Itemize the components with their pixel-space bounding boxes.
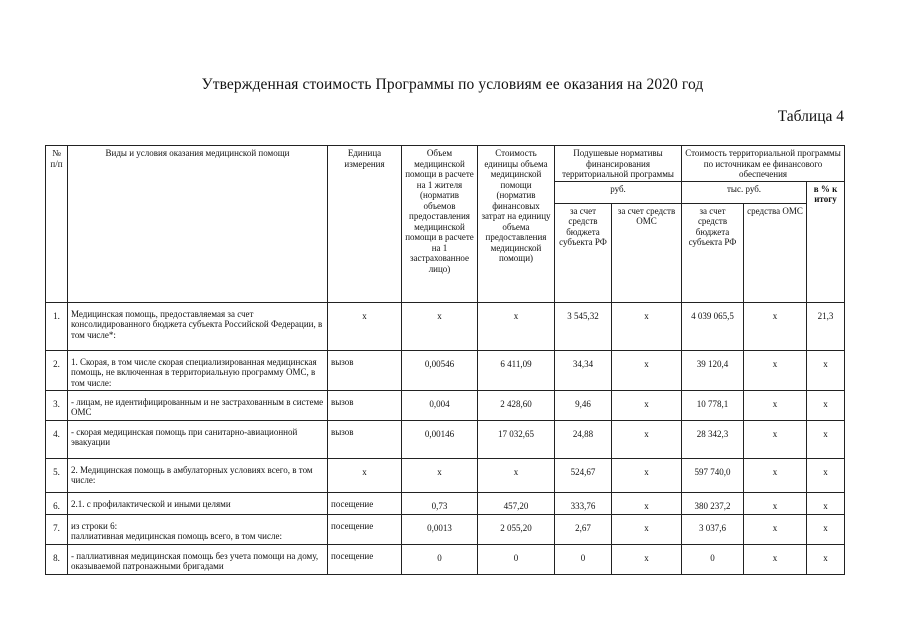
row-percent: x bbox=[807, 544, 845, 574]
row-cost: 2 428,60 bbox=[478, 390, 555, 420]
row-per-capita-budget: 0 bbox=[555, 544, 612, 574]
row-program-budget: 39 120,4 bbox=[682, 350, 744, 390]
row-per-capita-budget: 9,46 bbox=[555, 390, 612, 420]
table-row bbox=[46, 514, 845, 544]
row-kind: Медицинская помощь, предоставляемая за счет консолидированного бюджета субъекта Российской Федерации, в том числе*: bbox=[68, 302, 328, 350]
row-volume: 0,73 bbox=[402, 492, 478, 514]
row-volume: x bbox=[402, 458, 478, 492]
row-volume: 0 bbox=[402, 544, 478, 574]
row-cost: 6 411,09 bbox=[478, 350, 555, 390]
row-percent: x bbox=[807, 350, 845, 390]
row-kind: 2.1. с профилактической и иными целями bbox=[68, 492, 328, 514]
row-number: 7. bbox=[46, 514, 68, 544]
table-row bbox=[46, 420, 845, 458]
row-program-oms: x bbox=[744, 302, 807, 350]
row-percent: x bbox=[807, 420, 845, 458]
row-unit: вызов bbox=[328, 420, 402, 458]
row-number: 1. bbox=[46, 302, 68, 350]
table-row bbox=[46, 350, 845, 390]
row-unit: вызов bbox=[328, 350, 402, 390]
header-pr-budget: за счет средств бюджета субъекта РФ bbox=[682, 203, 744, 302]
row-number: 8. bbox=[46, 544, 68, 574]
row-number: 4. bbox=[46, 420, 68, 458]
row-program-budget: 380 237,2 bbox=[682, 492, 744, 514]
table-row bbox=[46, 302, 845, 350]
row-program-oms: x bbox=[744, 544, 807, 574]
row-cost: 457,20 bbox=[478, 492, 555, 514]
row-program-oms: x bbox=[744, 458, 807, 492]
row-per-capita-oms: x bbox=[612, 420, 682, 458]
table-row bbox=[46, 492, 845, 514]
row-program-budget: 28 342,3 bbox=[682, 420, 744, 458]
table-body bbox=[46, 302, 845, 574]
row-per-capita-oms: x bbox=[612, 514, 682, 544]
table-row bbox=[46, 458, 845, 492]
header-rub: руб. bbox=[555, 181, 682, 203]
row-unit: x bbox=[328, 458, 402, 492]
header-kind: Виды и условия оказания медицинской помощи bbox=[68, 146, 328, 303]
header-unit: Единица измерения bbox=[328, 146, 402, 303]
header-program-cost: Стоимость территориальной программы по источникам ее финансового обеспечения bbox=[682, 146, 845, 182]
row-program-oms: x bbox=[744, 492, 807, 514]
header-pr-oms: средства ОМС bbox=[744, 203, 807, 302]
row-kind: 2. Медицинская помощь в амбулаторных условиях всего, в том числе: bbox=[68, 458, 328, 492]
row-program-budget: 3 037,6 bbox=[682, 514, 744, 544]
row-per-capita-oms: x bbox=[612, 458, 682, 492]
row-per-capita-oms: x bbox=[612, 350, 682, 390]
table-header bbox=[46, 146, 845, 303]
header-num: № п/п bbox=[46, 146, 68, 303]
row-program-oms: x bbox=[744, 420, 807, 458]
row-cost: 2 055,20 bbox=[478, 514, 555, 544]
row-per-capita-budget: 2,67 bbox=[555, 514, 612, 544]
row-unit: x bbox=[328, 302, 402, 350]
row-kind: 1. Скорая, в том числе скорая специализированная медицинская помощь, не включенная в территориальную программу ОМС, в том числе: bbox=[68, 350, 328, 390]
row-per-capita-budget: 24,88 bbox=[555, 420, 612, 458]
row-unit: посещение bbox=[328, 514, 402, 544]
row-cost: x bbox=[478, 458, 555, 492]
document-title: Утвержденная стоимость Программы по условиям ее оказания на 2020 год bbox=[201, 76, 704, 93]
row-kind: - лицам, не идентифицированным и не застрахованным в системе ОМС bbox=[68, 390, 328, 420]
row-volume: 0,00146 bbox=[402, 420, 478, 458]
row-percent: x bbox=[807, 514, 845, 544]
row-program-oms: x bbox=[744, 390, 807, 420]
row-per-capita-budget: 524,67 bbox=[555, 458, 612, 492]
row-unit: посещение bbox=[328, 544, 402, 574]
table-label: Таблица 4 bbox=[777, 108, 844, 125]
row-program-budget: 597 740,0 bbox=[682, 458, 744, 492]
header-pc-budget: за счет средств бюджета субъекта РФ bbox=[555, 203, 612, 302]
row-volume: x bbox=[402, 302, 478, 350]
row-program-budget: 4 039 065,5 bbox=[682, 302, 744, 350]
row-kind: - скорая медицинская помощь при санитарно-авиационной эвакуации bbox=[68, 420, 328, 458]
row-number: 6. bbox=[46, 492, 68, 514]
row-per-capita-oms: x bbox=[612, 492, 682, 514]
row-volume: 0,004 bbox=[402, 390, 478, 420]
table-row bbox=[46, 544, 845, 574]
row-percent: x bbox=[807, 492, 845, 514]
row-per-capita-oms: x bbox=[612, 302, 682, 350]
row-percent: x bbox=[807, 458, 845, 492]
row-per-capita-oms: x bbox=[612, 544, 682, 574]
row-cost: x bbox=[478, 302, 555, 350]
header-per-capita: Подушевые нормативы финансирования территориальной программы bbox=[555, 146, 682, 182]
row-per-capita-budget: 333,76 bbox=[555, 492, 612, 514]
row-number: 5. bbox=[46, 458, 68, 492]
row-number: 2. bbox=[46, 350, 68, 390]
header-volume: Объем медицинской помощи в расчете на 1 жителя (норматив объемов предоставления медицинской помощи в расчете на 1 застрахованное лицо) bbox=[402, 146, 478, 303]
header-cost: Стоимость единицы объема медицинской помощи (норматив финансовых затрат на единицу объема предоставления медицинской помощи) bbox=[478, 146, 555, 303]
row-cost: 17 032,65 bbox=[478, 420, 555, 458]
table-row bbox=[46, 390, 845, 420]
row-volume: 0,0013 bbox=[402, 514, 478, 544]
row-program-budget: 0 bbox=[682, 544, 744, 574]
row-program-budget: 10 778,1 bbox=[682, 390, 744, 420]
row-kind: из строки 6: паллиативная медицинская помощь всего, в том числе: bbox=[68, 514, 328, 544]
row-percent: 21,3 bbox=[807, 302, 845, 350]
row-cost: 0 bbox=[478, 544, 555, 574]
row-per-capita-oms: x bbox=[612, 390, 682, 420]
row-per-capita-budget: 3 545,32 bbox=[555, 302, 612, 350]
header-pc-oms: за счет средств ОМС bbox=[612, 203, 682, 302]
row-program-oms: x bbox=[744, 514, 807, 544]
row-percent: x bbox=[807, 390, 845, 420]
header-thous-rub: тыс. руб. bbox=[682, 181, 807, 203]
header-pct: в % к итогу bbox=[807, 181, 845, 302]
row-volume: 0,00546 bbox=[402, 350, 478, 390]
row-number: 3. bbox=[46, 390, 68, 420]
cost-table bbox=[45, 145, 845, 575]
row-unit: посещение bbox=[328, 492, 402, 514]
row-per-capita-budget: 34,34 bbox=[555, 350, 612, 390]
row-unit: вызов bbox=[328, 390, 402, 420]
row-kind: - паллиативная медицинская помощь без учета помощи на дому, оказываемой патронажными бригадами bbox=[68, 544, 328, 574]
row-program-oms: x bbox=[744, 350, 807, 390]
